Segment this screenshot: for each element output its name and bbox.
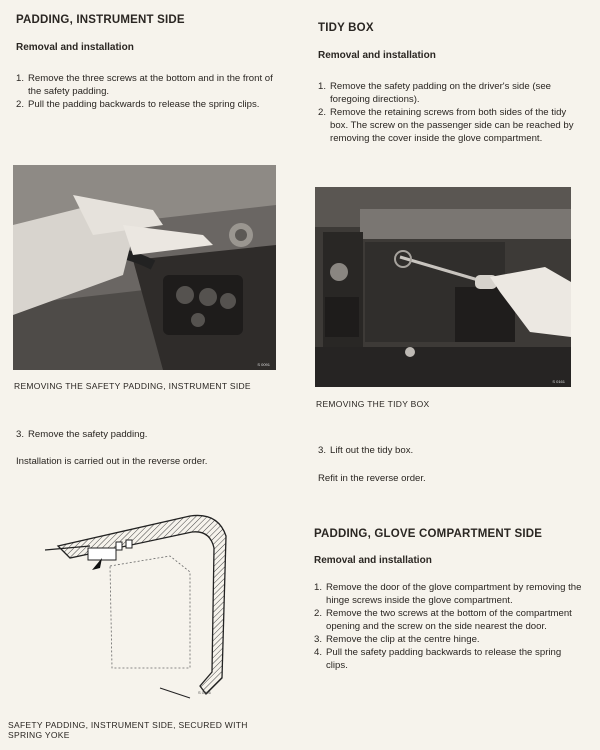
step-number: 4. <box>314 647 323 658</box>
list-item <box>16 428 278 441</box>
step-text: Remove the three screws at the bottom and in the front of the safety padding. <box>28 73 273 97</box>
step-number: 3. <box>318 445 327 456</box>
step-text: Pull the padding backwards to release the spring clips. <box>28 99 260 110</box>
subheading-removal-installation: Removal and installation <box>16 42 134 53</box>
steps-list-glove-compartment <box>314 581 582 672</box>
section-heading-padding-instrument-side: PADDING, INSTRUMENT SIDE <box>16 14 185 26</box>
subheading-removal-installation: Removal and installation <box>314 555 432 566</box>
diagram-code: S 0926 <box>198 690 211 695</box>
photo-removing-tidy-box <box>315 187 571 387</box>
list-item <box>314 633 582 646</box>
step-number: 3. <box>314 634 323 645</box>
installation-note: Installation is carried out in the reverse order. <box>16 456 208 467</box>
step-number: 3. <box>16 429 25 440</box>
step-number: 1. <box>318 81 327 92</box>
diagram-caption: SAFETY PADDING, INSTRUMENT SIDE, SECURED WITH SPRING YOKE <box>8 720 248 740</box>
list-item <box>16 72 278 98</box>
section-heading-padding-glove-compartment: PADDING, GLOVE COMPARTMENT SIDE <box>314 528 543 540</box>
steps-list-tidy-box <box>318 80 580 145</box>
list-item <box>318 444 580 457</box>
list-item <box>318 80 580 106</box>
step-number: 2. <box>318 107 327 118</box>
list-item <box>16 98 278 111</box>
step3-tidy-box <box>318 444 580 457</box>
step-text: Remove the retaining screws from both sides of the tidy box. The screw on the passenger side can be reached by removing the cover inside the glove compartment. <box>330 107 574 144</box>
list-item <box>318 106 580 145</box>
photo-code: S 0091 <box>257 362 270 367</box>
step-number: 1. <box>16 73 25 84</box>
step3-instrument-side <box>16 428 278 441</box>
refit-note: Refit in the reverse order. <box>318 473 426 484</box>
step-number: 2. <box>16 99 25 110</box>
step-number: 1. <box>314 582 323 593</box>
step-text: Remove the safety padding on the driver's side (see foregoing directions). <box>330 81 552 105</box>
photo-caption: REMOVING THE SAFETY PADDING, INSTRUMENT SIDE <box>14 381 251 391</box>
step-text: Lift out the tidy box. <box>330 445 414 456</box>
list-item <box>314 607 582 633</box>
list-item <box>314 581 582 607</box>
step-text: Remove the clip at the centre hinge. <box>326 634 480 645</box>
section-heading-tidy-box: TIDY BOX <box>318 22 374 34</box>
step-text: Pull the safety padding backwards to release the spring clips. <box>326 647 562 671</box>
step-text: Remove the door of the glove compartment by removing the hinge screws inside the glove compartment. <box>326 582 582 606</box>
photo-code: S 0161 <box>552 379 565 384</box>
diagram-spring-yoke <box>40 508 240 708</box>
subheading-removal-installation: Removal and installation <box>318 50 436 61</box>
photo-caption: REMOVING THE TIDY BOX <box>316 399 430 409</box>
list-item <box>314 646 582 672</box>
photo-removing-safety-padding <box>13 165 276 370</box>
step-text: Remove the two screws at the bottom of the compartment opening and the screw on the side nearest the door. <box>326 608 572 632</box>
step-number: 2. <box>314 608 323 619</box>
step-text: Remove the safety padding. <box>28 429 148 440</box>
steps-list-instrument-side <box>16 72 278 111</box>
